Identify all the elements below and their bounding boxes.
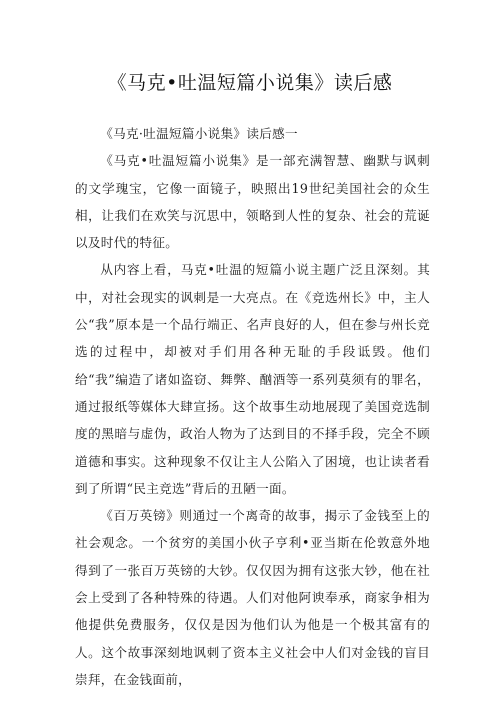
paragraph-election: 从内容上看，马克•吐温的短篇小说主题广泛且深刻。其中，对社会现实的讽刺是一大亮点。在《竞选州长》中，主人公“我”原本是一个品行端正、名声良好的人，但在参与州长竞选的过程中，却被对手们用各种无耻的手段诋毁。他们给“我”编造了诸如盗窃、舞弊、酗酒等一系列莫须有的罪名，通过报纸等媒体大肆宣扬。这个故事生动地展现了美国竞选制度的黑暗与虚伪，政治人物为了达到目的不择手段，完全不顾道德和事实。这种现象不仅让主人公陷入了困境，也让读者看到了所谓“民主竞选”背后的丑陋一面。 [75, 262, 430, 496]
paragraph-intro: 《马克•吐温短篇小说集》是一部充满智慧、幽默与讽刺的文学瑰宝，它像一面镜子，映照出19世纪美国社会的众生相，让我们在欢笑与沉思中，领略到人性的复杂、社会的荒诞以及时代的特征。 [75, 153, 430, 251]
document-body [75, 120, 430, 693]
paragraph-million-pound: 《百万英镑》则通过一个离奇的故事，揭示了金钱至上的社会观念。一个贫穷的美国小伙子亨利•亚当斯在伦敦意外地得到了一张百万英镑的大钞。仅仅因为拥有这张大钞，他在社会上受到了各种特殊的待遇。人们对他阿谀奉承，商家争相为他提供免费服务，仅仅是因为他们认为他是一个极其富有的人。这个故事深刻地讽刺了资本主义社会中人们对金钱的盲目崇拜，在金钱面前， [75, 508, 430, 687]
section-heading: 《马克·吐温短篇小说集》读后感一 [100, 126, 298, 141]
document-title: 《马克•吐温短篇小说集》读后感 [107, 72, 393, 94]
